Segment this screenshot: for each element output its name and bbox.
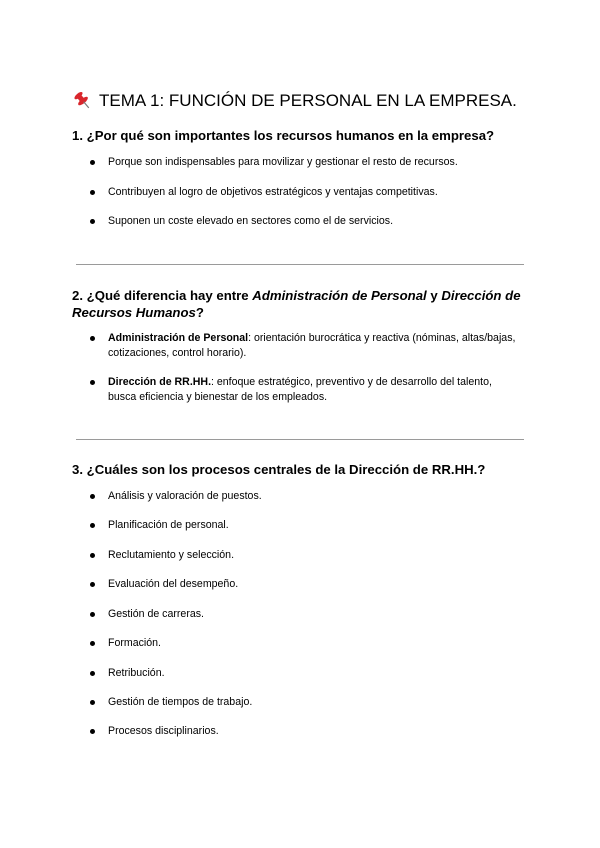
list-item-text: Reclutamiento y selección.: [108, 549, 235, 561]
bullet-icon: [90, 553, 95, 558]
list-item-text: Análisis y valoración de puestos.: [108, 490, 262, 502]
list-item-description: : enfoque estratégico, preventivo y de desarrollo del talento, busca eficiencia y bienestar de los empleados.: [108, 376, 492, 403]
list-item-text: Porque son indispensables para movilizar y gestionar el resto de recursos.: [108, 156, 458, 168]
list-item-text: Planificación de personal.: [108, 519, 229, 531]
bullet-icon: [90, 494, 95, 499]
bullet-icon: [90, 190, 95, 195]
section-divider: [76, 439, 524, 440]
list-item-term: Dirección de RR.HH.: [108, 376, 212, 388]
page-title-text: TEMA 1: FUNCIÓN DE PERSONAL EN LA EMPRESA.: [99, 91, 517, 110]
question-text: ?: [195, 305, 204, 320]
bullet-icon: [90, 160, 95, 165]
bullet-icon: [90, 219, 95, 224]
bullet-icon: [90, 612, 95, 617]
list-item-description: : orientación burocrática y reactiva (nóminas, altas/bajas, cotizaciones, control horario).: [108, 332, 516, 359]
bullet-icon: [90, 700, 95, 705]
question-term: Dirección de Recursos Humanos: [72, 288, 521, 320]
list-item-term: Administración de Personal: [108, 332, 249, 344]
list-item-text: Retribución.: [108, 667, 165, 679]
list-item-text: [108, 331, 518, 361]
list-item-text: [108, 375, 518, 405]
bullet-icon: [90, 671, 95, 676]
list-item-text: Contribuyen al logro de objetivos estratégicos y ventajas competitivas.: [108, 186, 438, 198]
pushpin-icon: [72, 90, 94, 112]
section-divider: [76, 264, 524, 265]
question-text: 2. ¿Qué diferencia hay entre: [72, 288, 253, 303]
list-item-text: Suponen un coste elevado en sectores como el de servicios.: [108, 215, 394, 227]
section-1-question: 1. ¿Por qué son importantes los recursos humanos en la empresa?: [72, 128, 495, 143]
list-item-text: Gestión de carreras.: [108, 608, 204, 620]
list-item-text: Evaluación del desempeño.: [108, 578, 239, 590]
page-title: [72, 90, 542, 112]
bullet-icon: [90, 582, 95, 587]
list-item-text: Formación.: [108, 637, 161, 649]
bullet-icon: [90, 523, 95, 528]
bullet-icon: [90, 380, 95, 385]
question-text: y: [426, 288, 442, 303]
bullet-icon: [90, 641, 95, 646]
question-term: Administración de Personal: [252, 288, 427, 303]
section-3-question: 3. ¿Cuáles son los procesos centrales de la Dirección de RR.HH.?: [72, 462, 486, 477]
section-2-question: [72, 287, 532, 321]
bullet-icon: [90, 336, 95, 341]
list-item-text: Gestión de tiempos de trabajo.: [108, 696, 253, 708]
bullet-icon: [90, 729, 95, 734]
list-item-text: Procesos disciplinarios.: [108, 725, 219, 737]
